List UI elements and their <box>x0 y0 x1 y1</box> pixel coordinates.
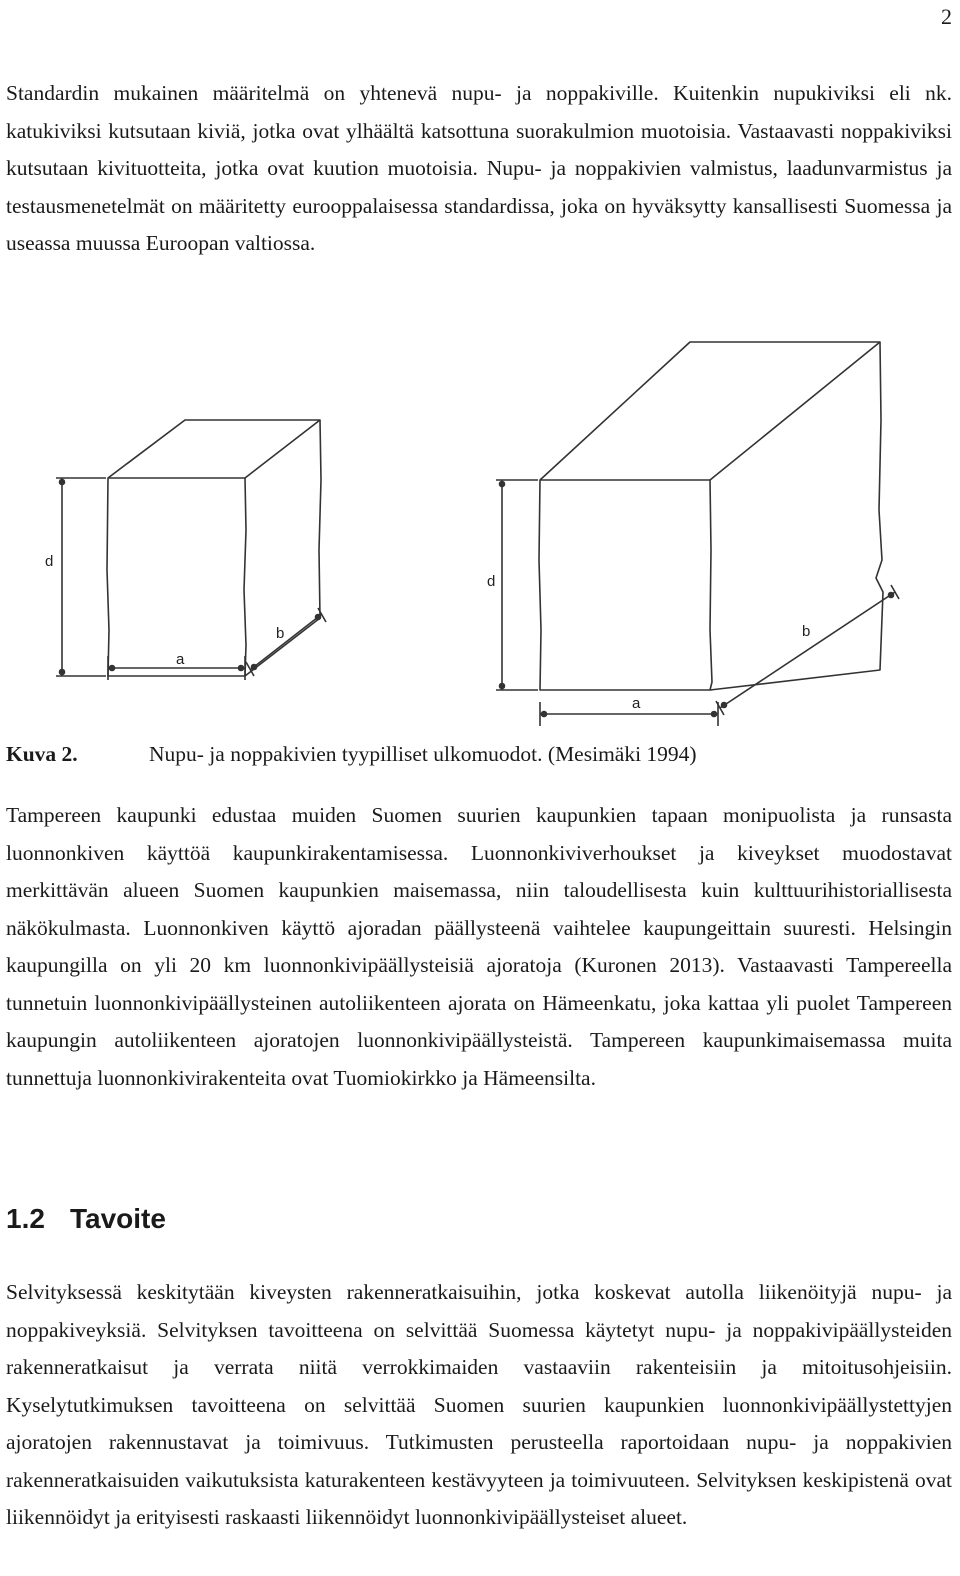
page-number: 2 <box>941 4 952 29</box>
figure-stone-shapes <box>0 330 960 730</box>
figure-caption <box>6 742 697 767</box>
figure-caption-label: Kuva 2. <box>6 742 78 766</box>
section-title: Tavoite <box>70 1203 166 1234</box>
section-number: 1.2 <box>6 1203 45 1234</box>
cube-label-b: b <box>276 625 285 642</box>
block-label-d: d <box>487 573 496 590</box>
block-label-b: b <box>802 623 811 640</box>
cube-label-a: a <box>176 651 185 668</box>
cube-label-d: d <box>45 553 54 570</box>
paragraph-intro: Standardin mukainen määritelmä on yhtenevä nupu- ja noppakiville. Kuitenkin nupukiviksi eli nk. katukiviksi kutsutaan kiviä, jotka ovat ylhäältä katsottuna suorakulmion muotoisia. Vastaavasti noppakiviksi kutsutaan kivituotteita, jotka ovat kuution muotoisia. Nupu- ja noppakivien valmistus, laadunvarmistus ja testausmenetelmät on määritetty eurooppalaisessa standardissa, joka on hyväksytty kansallisesti Suomessa ja useassa muussa Euroopan valtiossa. <box>6 81 952 255</box>
section-heading <box>6 1203 166 1235</box>
block-drawing <box>496 342 899 726</box>
paragraph-objective: Selvityksessä keskitytään kiveysten rakenneratkaisuihin, jotka koskevat autolla liikenöityjä nupu- ja noppakiveyksiä. Selvityksen tavoitteena on selvittää Suomessa käytetyt nupu- ja noppakivipäällysteiden rakenneratkaisut ja verrata niitä verrokkimaiden vastaaviin rakenteisiin ja mitoitusohjeisiin. Kyselytutkimuksen tavoitteena on selvittää Suomen suurien kaupunkien luonnonkivipäällystettyjen ajoratojen rakennustavat ja toimivuus. Tutkimusten perusteella raportoidaan nupu- ja noppakivien rakenneratkaisuiden vaikutuksista katurakenteen kestävyyteen ja toimivuuteen. Selvityksen keskipistenä ovat liikennöidyt ja erityisesti raskaasti liikennöidyt luonnonkivipäällysteiset alueet. <box>6 1280 952 1529</box>
paragraph-tampere: Tampereen kaupunki edustaa muiden Suomen suurien kaupunkien tapaan monipuolista ja runsasta luonnonkiven käyttöä kaupunkirakentamisessa. Luonnonkiviverhoukset ja kiveykset muodostavat merkittävän alueen Suomen kaupunkien maisemassa, niin taloudellisesta kuin kulttuurihistoriallisesta näkökulmasta. Luonnonkiven käyttö ajoradan päällysteenä vaihtelee kaupungeittain suuresti. Helsingin kaupungilla on yli 20 km luonnonkivipäällysteisiä ajoratoja (Kuronen 2013). Vastaavasti Tampereella tunnetuin luonnonkivipäällysteinen autoliikenteen ajorata on Hämeenkatu, joka kattaa yli puolet Tampereen kaupungin autoliikenteen ajoratojen luonnonkivipäällysteistä. Tampereen kaupunkimaisemassa muita tunnettuja luonnonkivirakenteita ovat Tuomiokirkko ja Hämeensilta. <box>6 803 952 1090</box>
cube-drawing <box>56 420 326 680</box>
block-label-a: a <box>632 695 641 712</box>
figure-caption-text: Nupu- ja noppakivien tyypilliset ulkomuodot. (Mesimäki 1994) <box>149 742 697 766</box>
stone-shapes-drawing <box>0 330 960 730</box>
